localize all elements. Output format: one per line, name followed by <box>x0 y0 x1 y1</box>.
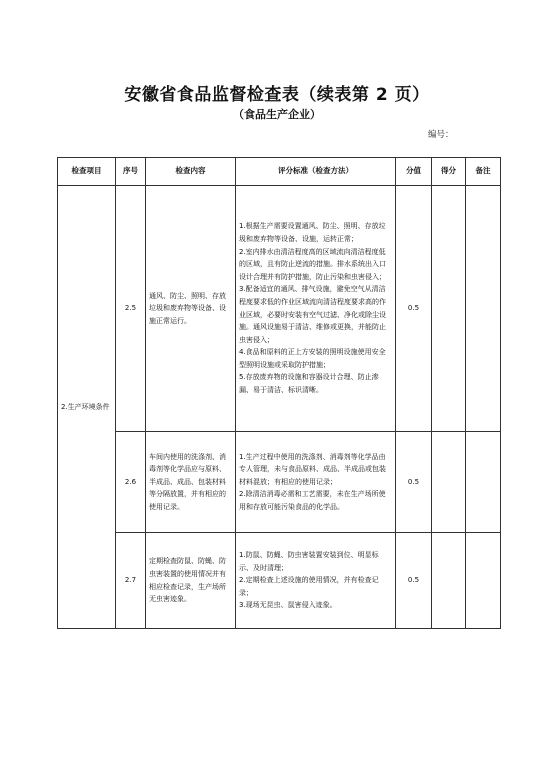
scoring-standard-cell <box>236 533 396 629</box>
table-row <box>58 432 501 533</box>
check-content-cell: 通风、防尘、照明、存放垃圾和废弃物等设备、设施正常运行。 <box>146 186 236 432</box>
column-header-standard: 评分标准（检查方法） <box>236 158 396 186</box>
table-row <box>58 533 501 629</box>
row-number-cell: 2.5 <box>116 186 146 432</box>
standard-line: 1.根据生产需要设置通风、防尘、照明、存放垃圾和废弃物等设备、设施，运转正常； <box>239 222 386 243</box>
row-number-cell: 2.6 <box>116 432 146 533</box>
remark-cell[interactable] <box>466 432 501 533</box>
standard-line: 2.室内排水由清洁程度高的区域流向清洁程度低的区域，且有防止逆流的措施。排水系统出入口设计合理并有防护措施，防止污染和虫害侵入； <box>239 247 386 281</box>
remark-cell[interactable] <box>466 186 501 432</box>
score-cell: 0.5 <box>396 432 432 533</box>
scoring-standard-cell <box>236 432 396 533</box>
standard-line: 2.定期检查上述设施的使用情况，并有检查记录； <box>239 576 379 597</box>
standard-line: 5.存放废弃物的设施和容器设计合理、防止渗漏、易于清洁、标识清晰。 <box>239 373 379 395</box>
score-cell: 0.5 <box>396 533 432 629</box>
remark-cell[interactable] <box>466 533 501 629</box>
inspection-table <box>57 157 501 629</box>
page-title: 安徽省食品监督检查表（续表第 2 页） <box>124 85 430 105</box>
got-score-cell[interactable] <box>432 533 466 629</box>
got-score-cell[interactable] <box>432 186 466 432</box>
standard-line: 3.配备适宜的通风、排气设施，避免空气从清洁程度要求低的作业区域流向清洁程度要求高的作业区域，必要时安装有空气过滤、净化或除尘设施。通风设施易于清洁、维修或更换，并能防止虫害侵入； <box>239 285 386 344</box>
standard-line: 2.除清洁消毒必需和工艺需要，未在生产场所使用和存放可能污染食品的化学品。 <box>239 490 386 511</box>
serial-number-label: 编号： <box>428 130 454 140</box>
inspection-item-cell: 2.生产环境条件 <box>58 186 116 629</box>
score-cell: 0.5 <box>396 186 432 432</box>
standard-line: 1.防鼠、防蝇、防虫害装置安装到位、明显标示、及时清理； <box>239 551 379 572</box>
row-number-cell: 2.7 <box>116 533 146 629</box>
standard-line: 3.现场无昆虫、鼠害侵入迹象。 <box>239 601 337 610</box>
standard-line: 1.生产过程中使用的洗涤剂、消毒剂等化学品由专人管理，未与食品原料、成品、半成品或包装材料混放；有相应的使用记录； <box>239 452 386 486</box>
got-score-cell[interactable] <box>432 432 466 533</box>
column-header-content: 检查内容 <box>146 158 236 186</box>
column-header-item: 检查项目 <box>58 158 116 186</box>
standard-line: 4.食品和原料的正上方安装的照明设施使用安全型照明设施或采取防护措施； <box>239 348 386 369</box>
check-content-cell: 定期检查防鼠、防蝇、防虫害装置的使用情况并有相应检查记录，生产场所无虫害迹象。 <box>146 533 236 629</box>
column-header-score: 分值 <box>396 158 432 186</box>
check-content-cell: 车间内使用的洗涤剂、消毒剂等化学品应与原料、半成品、成品、包装材料等分隔放置，并有相应的使用记录。 <box>146 432 236 533</box>
table-header-row <box>58 158 501 186</box>
column-header-remark: 备注 <box>466 158 501 186</box>
page-subtitle: （食品生产企业） <box>233 108 321 121</box>
scoring-standard-cell <box>236 186 396 432</box>
table-row <box>58 186 501 432</box>
column-header-no: 序号 <box>116 158 146 186</box>
column-header-got: 得分 <box>432 158 466 186</box>
